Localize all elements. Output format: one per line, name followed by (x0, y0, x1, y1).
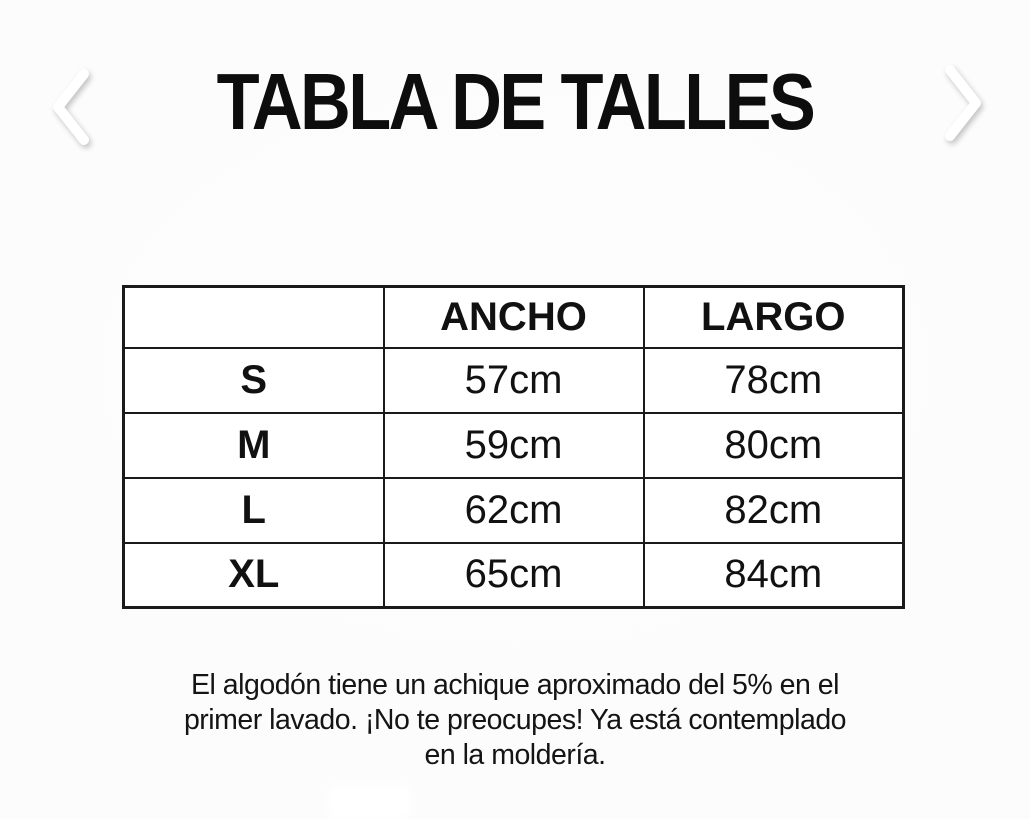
table-row-m (124, 413, 904, 478)
largo-value: 78cm (644, 348, 904, 413)
largo-value: 80cm (644, 413, 904, 478)
table-row-xl (124, 543, 904, 608)
table-row-s (124, 348, 904, 413)
column-header-blank (124, 287, 384, 348)
largo-value: 82cm (644, 478, 904, 543)
table-row-l (124, 478, 904, 543)
size-table (122, 285, 905, 609)
bottom-white-patch (328, 786, 412, 819)
note-line: en la moldería. (424, 739, 606, 771)
ancho-value: 59cm (384, 413, 644, 478)
ancho-value: 57cm (384, 348, 644, 413)
note-line: El algodón tiene un achique aproximado del 5% en el (191, 669, 839, 701)
column-header-largo: LARGO (644, 287, 904, 348)
shrinkage-note (0, 668, 1030, 773)
note-line: primer lavado. ¡No te preocupes! Ya está contemplado (183, 704, 847, 736)
largo-value: 84cm (644, 543, 904, 608)
ancho-value: 62cm (384, 478, 644, 543)
carousel-next-button[interactable] (932, 60, 992, 146)
column-header-ancho: ANCHO (384, 287, 644, 348)
table-header-row (124, 287, 904, 348)
size-label: M (124, 413, 384, 478)
size-label: XL (124, 543, 384, 608)
size-label: L (124, 478, 384, 543)
ancho-value: 65cm (384, 543, 644, 608)
chevron-right-icon (932, 60, 992, 146)
page-title: TABLA DE TALLES (216, 57, 814, 146)
size-label: S (124, 348, 384, 413)
